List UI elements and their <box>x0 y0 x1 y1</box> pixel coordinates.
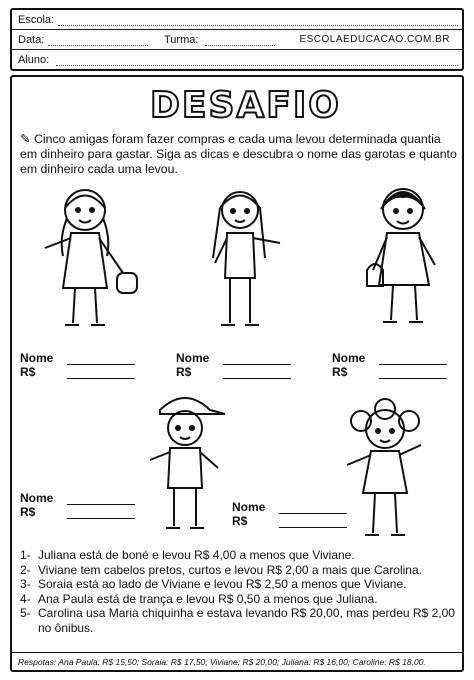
money-field[interactable] <box>223 378 291 379</box>
name-label: Nome <box>176 351 210 365</box>
money-field[interactable] <box>379 378 447 379</box>
clue-text: Juliana está de boné e levou R$ 4,00 a menos que Viviane. <box>38 548 355 562</box>
clue-text: Soraia está ao lado de Viviane e levou R$ 2,50 a menos que Viviane. <box>38 577 407 591</box>
clue-number: 4- <box>20 591 31 606</box>
clue-text: Carolina usa Maria chiquinha e estava levando R$ 20,00, mas perdeu R$ 2,00 no ônibus. <box>38 606 455 635</box>
money-label: R$ <box>20 505 36 519</box>
answer-fields-1 <box>20 351 135 379</box>
answer-fields-2 <box>176 351 291 379</box>
girl-short-hair-figure <box>345 175 455 335</box>
money-label: R$ <box>332 365 348 379</box>
page-title: DESAFIO <box>150 85 341 126</box>
answer-fields-5 <box>232 500 347 528</box>
money-label: R$ <box>232 514 248 528</box>
clue-item <box>20 563 460 578</box>
name-label: Nome <box>232 500 266 514</box>
girl-long-hair-figure <box>185 178 295 338</box>
clue-number: 2- <box>20 562 31 577</box>
clues-list <box>20 548 460 635</box>
header-box <box>10 8 464 71</box>
aluno-label: Aluno: <box>18 54 50 66</box>
site-url: ESCOLAEDUCACAO.COM.BR <box>299 34 450 45</box>
name-label: Nome <box>332 351 366 365</box>
money-field[interactable] <box>279 527 347 528</box>
clue-number: 1- <box>20 548 31 562</box>
girl-braids-figure <box>25 178 145 338</box>
clue-item <box>20 606 460 635</box>
data-field[interactable] <box>48 45 148 46</box>
aluno-field[interactable] <box>56 65 458 66</box>
clue-number: 3- <box>20 577 31 591</box>
answer-key: Respotas: Ana Paula: R$ 15,50; Soraia: R$ 17,50; Viviane: R$ 20,00; Juliana: R$ 16,00; Caroline: R$ 18,00. <box>10 652 464 671</box>
money-field[interactable] <box>67 378 135 379</box>
turma-label: Turma: <box>164 34 199 46</box>
header-row-data <box>12 30 462 50</box>
turma-field[interactable] <box>205 45 275 46</box>
data-label: Data: <box>18 34 45 46</box>
title-logo <box>150 83 341 128</box>
answer-fields-4 <box>20 491 135 519</box>
clue-item <box>20 577 460 592</box>
name-label: Nome <box>20 351 54 365</box>
clue-text: Viviane tem cabelos pretos, curtos e levou R$ 2,00 a mais que Carolina. <box>38 562 422 577</box>
escola-label: Escola: <box>18 14 55 26</box>
clue-item <box>20 548 460 563</box>
name-label: Nome <box>20 491 54 505</box>
money-field[interactable] <box>67 518 135 519</box>
intro-paragraph <box>20 132 460 177</box>
header-row-aluno <box>12 50 462 70</box>
clue-item <box>20 592 460 607</box>
intro-text: Cinco amigas foram fazer compras e cada uma levou determinada quantia em dinheiro para gastar. Siga as dicas e descubra o nome das garotas e quanto em dinheiro cada uma levou. <box>20 132 457 176</box>
answer-fields-3 <box>332 351 447 379</box>
clue-number: 5- <box>20 606 31 620</box>
header-row-escola <box>12 10 462 30</box>
escola-field[interactable] <box>58 25 458 26</box>
money-label: R$ <box>176 365 192 379</box>
money-label: R$ <box>20 365 36 379</box>
clue-text: Ana Paula está de trança e levou R$ 0,50 a menos que Juliana. <box>38 591 378 606</box>
girl-cap-figure <box>130 388 240 538</box>
pencil-icon: ✎ <box>20 132 31 146</box>
